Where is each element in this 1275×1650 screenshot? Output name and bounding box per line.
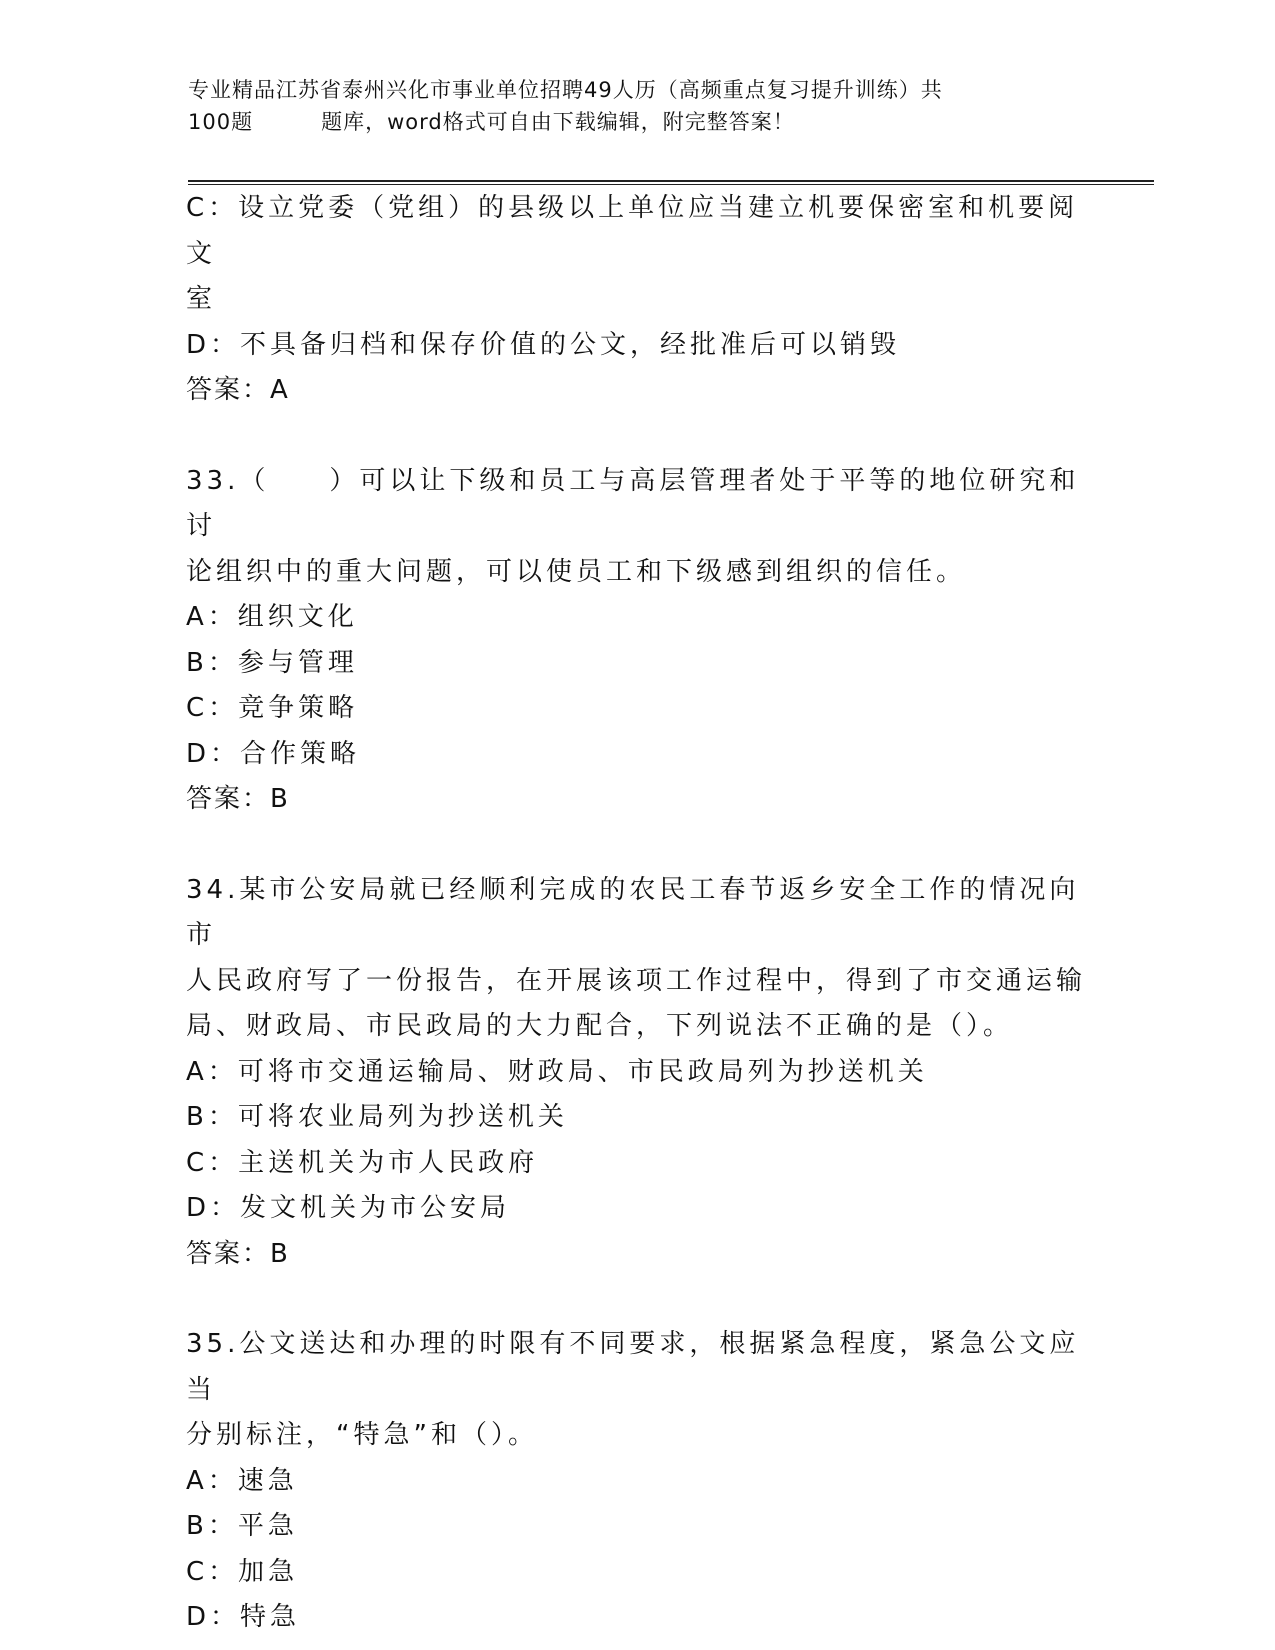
option-c: C：设立党委（党组）的县级以上单位应当建立机要保密室和机要阅文 xyxy=(186,193,1079,269)
header-description: 题库，word格式可自由下载编辑，附完整答案！ xyxy=(321,110,795,134)
option-b: B：可将农业局列为抄送机关 xyxy=(186,1102,568,1132)
option-c: C：加急 xyxy=(186,1556,299,1587)
option-a: A：可将市交通运输局、财政局、市民政局列为抄送机关 xyxy=(186,1056,928,1087)
question-34 xyxy=(186,868,1086,1278)
answer: 答案：B xyxy=(186,1238,290,1269)
answer: 答案：B xyxy=(186,784,290,814)
header-line-2 xyxy=(188,106,1088,138)
header-line-1: 专业精品江苏省泰州兴化市事业单位招聘49人历（高频重点复习提升训练）共 xyxy=(188,78,943,102)
page-header xyxy=(188,74,1088,138)
option-a: A：组织文化 xyxy=(186,602,358,632)
option-d: D：合作策略 xyxy=(186,738,361,769)
question-text-cont: 人民政府写了一份报告，在开展该项工作过程中，得到了市交通运输 xyxy=(186,965,1087,996)
option-b: B：参与管理 xyxy=(186,647,358,678)
question-text: 34.某市公安局就已经顺利完成的农民工春节返乡安全工作的情况向市 xyxy=(186,874,1080,950)
question-32-tail xyxy=(186,186,1086,414)
question-text: 33.（ ）可以让下级和员工与高层管理者处于平等的地位研究和讨 xyxy=(186,465,1080,541)
option-d: D：不具备归档和保存价值的公文，经批准后可以销毁 xyxy=(186,329,901,360)
answer: 答案：A xyxy=(186,375,290,405)
question-text-cont: 论组织中的重大问题，可以使员工和下级感到组织的信任。 xyxy=(186,556,967,587)
option-c-cont: 室 xyxy=(186,284,217,314)
option-c: C：竞争策略 xyxy=(186,693,359,723)
option-a: A：速急 xyxy=(186,1465,298,1496)
question-text-cont: 分别标注，“特急”和（）。 xyxy=(186,1420,538,1450)
header-divider-thin xyxy=(188,184,1154,185)
question-35 xyxy=(186,1322,1086,1641)
option-c: C：主送机关为市人民政府 xyxy=(186,1147,539,1178)
header-divider-thick xyxy=(188,180,1154,182)
question-text: 35.公文送达和办理的时限有不同要求，根据紧急程度，紧急公文应当 xyxy=(186,1329,1080,1405)
header-count: 100题 xyxy=(188,110,254,134)
option-d: D：发文机关为市公安局 xyxy=(186,1193,511,1223)
option-d: D：特急 xyxy=(186,1602,301,1632)
option-b: B：平急 xyxy=(186,1511,298,1541)
question-33 xyxy=(186,459,1086,823)
document-body xyxy=(186,186,1086,1641)
question-text-cont: 局、财政局、市民政局的大力配合，下列说法不正确的是（）。 xyxy=(186,1011,1014,1041)
